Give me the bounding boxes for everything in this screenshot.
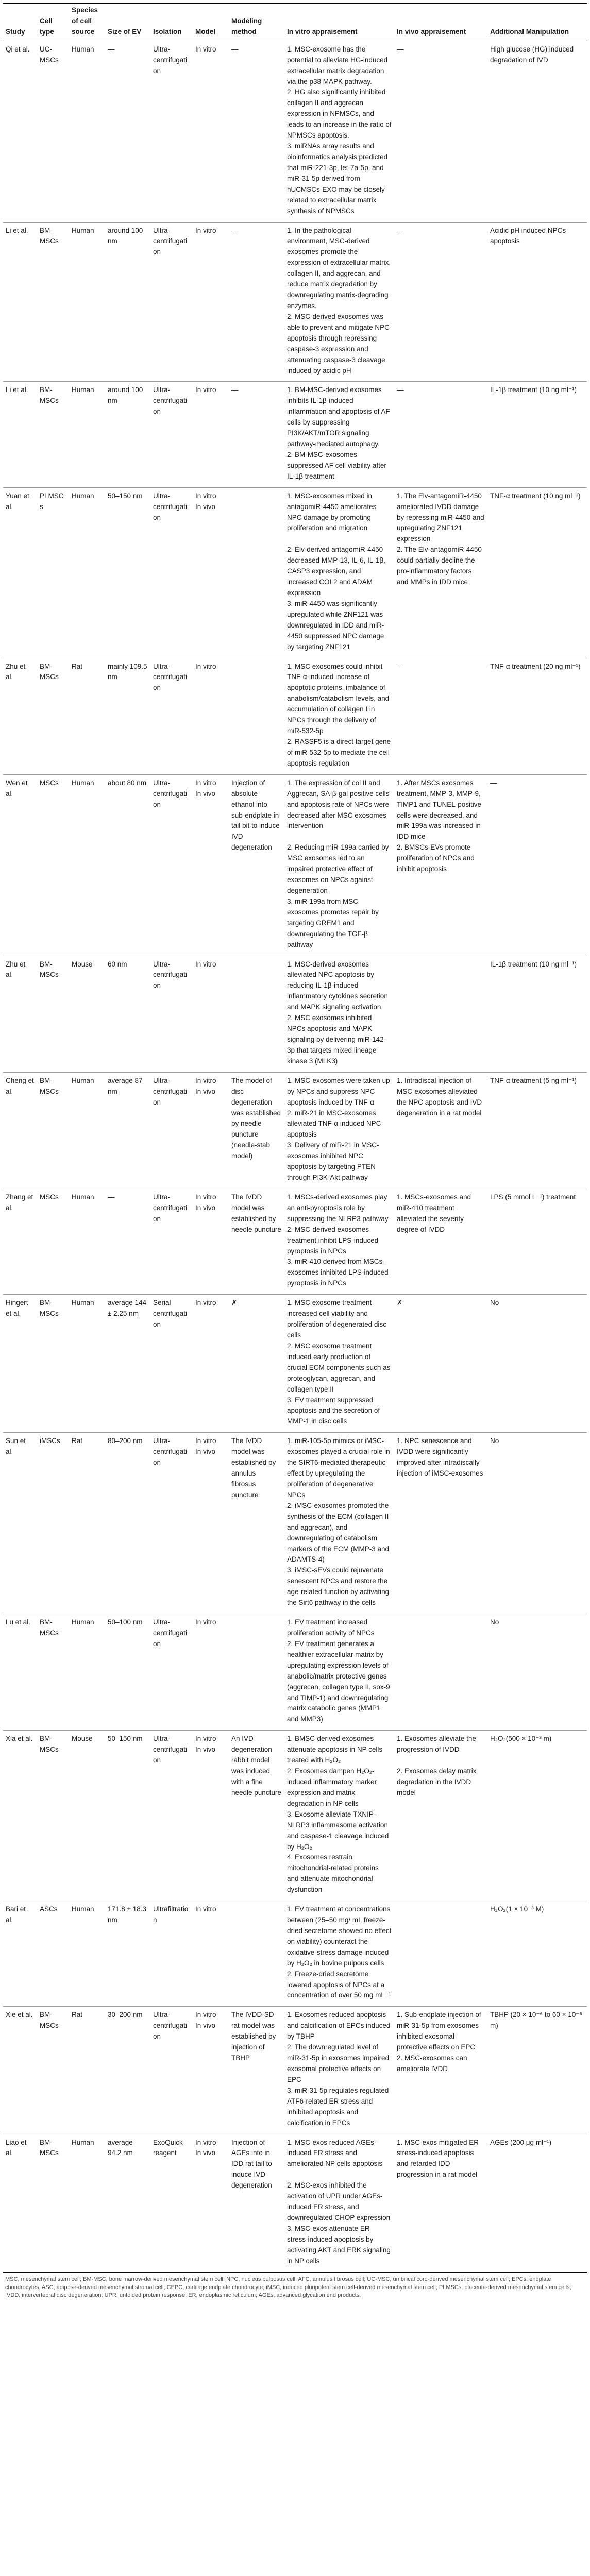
cell-in-vivo: — [394,222,487,382]
cell-in-vitro: 1. MSC-derived exosomes alleviated NPC apoptosis by reducing IL-1β-induced inflammatory cytokines secretion and MAPK signaling activation 2. MSC exosomes inhibited NPCs apoptosis and MAPK signaling by delivering miR-142-3p that targets mixed lineage kinase 3 (MLK3) [284,956,394,1072]
cell-species: Rat [69,2007,105,2134]
cell-modeling-method: ✗ [229,1295,284,1433]
cell-in-vivo: 1. Exosomes alleviate the progression of IVDD 2. Exosomes delay matrix degradation in the IVDD model [394,1731,487,1901]
cell-type: BM-MSCs [37,2007,69,2134]
cell-type: BM-MSCs [37,1072,69,1189]
cell-isolation: ExoQuick reagent [150,2134,193,2272]
cell-modeling-method: The IVDD-SD rat model was established by injection of TBHP [229,2007,284,2134]
cell-ev-size: 30–200 nm [105,2007,150,2134]
cell-in-vitro: 1. MSC-exosomes mixed in antagomiR-4450 ameliorates NPC damage by promoting proliferation and migration 2. Elv-derived antagomiR-4450 decreased MMP-13, IL-6, IL-1β, CASP3 expression, and increased COL2 and ADAM expression 3. miR-4450 was significantly upregulated while ZNF121 was downregulated in IDD and miR-4450 suppressed NPC damage by targeting ZNF121 [284,487,394,658]
cell-type: iMSCs [37,1433,69,1614]
cell-type: ASCs [37,1901,69,2007]
cell-in-vivo: — [394,382,487,487]
cell-model: In vitro In vivo [193,2134,229,2272]
cell-in-vivo: 1. After MSCs exosomes treatment, MMP-3, MMP-9, TIMP1 and TUNEL-positive cells were decreased, and miR-199a was increased in IDD mice 2. BMSCs-EVs promote proliferation of NPCs and inhibit apoptosis [394,774,487,956]
header-modeling-method: Modeling method [229,4,284,41]
cell-study: Lu et al. [3,1614,37,1731]
cell-study: Cheng et al. [3,1072,37,1189]
cell-modeling-method: — [229,382,284,487]
cell-species: Human [69,1072,105,1189]
cell-model: In vitro [193,222,229,382]
cell-in-vitro: 1. MSC exosomes could inhibit TNF-α-induced increase of apoptotic proteins, imbalance of anabolism/catabolism levels, and accumulation of collagen I in NPCs through the delivery of miR-532-5p 2. RASSF5 is a direct target gene of miR-532-5p to mediate the cell apoptosis regulation [284,658,394,774]
cell-in-vivo: 1. Sub-endplate injection of miR-31-5p from exosomes inhibited exosomal protective effects on EPC 2. MSC-exosomes can ameliorate IVDD [394,2007,487,2134]
cell-type: PLMSCs [37,487,69,658]
cell-type: BM-MSCs [37,1731,69,1901]
cell-in-vitro: 1. Exosomes reduced apoptosis and calcification of EPCs induced by TBHP 2. The downregulated level of miR-31-5p in exosomes impaired exosomal protective effects on EPC 3. miR-31-5p regulates regulated ATF6-related ER stress and inhibited apoptosis and calcification in EPCs [284,2007,394,2134]
cell-isolation: Ultra-centrifugation [150,1614,193,1731]
cell-in-vitro: 1. EV treatment increased proliferation activity of NPCs 2. EV treatment generates a healthier extracellular matrix by upregulating expression levels of anabolic/matrix protective genes (aggrecan, collagen type II, sox-9 and TIMP-1) and downregulating matrix catabolic genes (MMP1 and MMP3) [284,1614,394,1731]
cell-species: Human [69,774,105,956]
cell-modeling-method [229,1614,284,1731]
cell-species: Human [69,2134,105,2272]
cell-model: In vitro [193,41,229,222]
cell-additional: TNF-α treatment (20 ng ml⁻¹) [487,658,587,774]
cell-type: MSCs [37,1189,69,1294]
cell-modeling-method: An IVD degeneration rabbit model was induced with a fine needle puncture [229,1731,284,1901]
cell-in-vitro: 1. The expression of col II and Aggrecan, SA-β-gal positive cells and apoptosis rate of NPCs were decreased after MSC exosomes intervention 2. Reducing miR-199a carried by MSC exosomes led to an impaired protective effect of exosomes on NPCs against degeneration 3. miR-199a from MSC exosomes promotes repair by targeting GREM1 and downregulating the TGF-β pathway [284,774,394,956]
cell-model: In vitro In vivo [193,2007,229,2134]
cell-in-vivo [394,956,487,1072]
cell-ev-size: — [105,1189,150,1294]
cell-type: BM-MSCs [37,1614,69,1731]
cell-additional: AGEs (200 μg ml⁻¹) [487,2134,587,2272]
cell-additional: No [487,1295,587,1433]
studies-table [3,3,587,2273]
table-row [3,658,587,774]
cell-isolation: Ultra-centrifugation [150,222,193,382]
cell-model: In vitro In vivo [193,1433,229,1614]
cell-species: Human [69,222,105,382]
header-in-vitro: In vitro appraisement [284,4,394,41]
cell-type: MSCs [37,774,69,956]
table-row [3,956,587,1072]
cell-type: BM-MSCs [37,658,69,774]
cell-modeling-method [229,1901,284,2007]
cell-species: Mouse [69,956,105,1072]
cell-isolation: Ultrafiltration [150,1901,193,2007]
cell-isolation: Ultra-centrifugation [150,774,193,956]
cell-study: Zhu et al. [3,658,37,774]
header-ev-size: Size of EV [105,4,150,41]
cell-modeling-method: — [229,41,284,222]
cell-additional: TBHP (20 × 10⁻⁶ to 60 × 10⁻⁶ m) [487,2007,587,2134]
cell-ev-size: 60 nm [105,956,150,1072]
cell-study: Li et al. [3,222,37,382]
header-isolation: Isolation [150,4,193,41]
cell-in-vivo: 1. The Elv-antagomiR-4450 ameliorated IVDD damage by repressing miR-4450 and upregulating ZNF121 expression 2. The Elv-antagomiR-4450 could partially decline the pro-inflammatory factors and MMPs in IDD mice [394,487,487,658]
cell-isolation: Ultra-centrifugation [150,2007,193,2134]
cell-species: Rat [69,1433,105,1614]
cell-model: In vitro In vivo [193,1731,229,1901]
table-row [3,2007,587,2134]
cell-study: Sun et al. [3,1433,37,1614]
cell-type: BM-MSCs [37,382,69,487]
header-additional: Additional Manipulation [487,4,587,41]
cell-species: Human [69,382,105,487]
cell-study: Qi et al. [3,41,37,222]
cell-study: Xia et al. [3,1731,37,1901]
table-body [3,41,587,2272]
cell-additional: No [487,1433,587,1614]
cell-in-vitro: 1. MSC-exosomes were taken up by NPCs and suppress NPC apoptosis induced by TNF-α 2. miR-21 in MSC-exosomes alleviated TNF-α induced NPC apoptosis 3. Delivery of miR-21 in MSC-exosomes inhibited NPC apoptosis by targeting PTEN through PI3K-Akt pathway [284,1072,394,1189]
cell-in-vivo [394,1614,487,1731]
cell-in-vitro: 1. MSCs-derived exosomes play an anti-pyroptosis role by suppressing the NLRP3 pathway 2. MSC-derived exosomes treatment inhibit LPS-induced pyroptosis in NPCs 3. miR-410 derived from MSCs-exosomes inhibited LPS-induced pyroptosis in NPCs [284,1189,394,1294]
cell-ev-size: average 94.2 nm [105,2134,150,2272]
cell-isolation: Ultra-centrifugation [150,382,193,487]
cell-isolation: Ultra-centrifugation [150,1189,193,1294]
cell-type: BM-MSCs [37,956,69,1072]
cell-ev-size: 50–150 nm [105,1731,150,1901]
header-model: Model [193,4,229,41]
table-row [3,1433,587,1614]
cell-additional: No [487,1614,587,1731]
cell-in-vitro: 1. MSC-exosome has the potential to alleviate HG-induced extracellular matrix degradation via the p38 MAPK pathway. 2. HG also significantly inhibited collagen II and aggrecan expression in NPMSCs, and leads to an increase in the ratio of NPMSCs apoptosis. 3. miRNAs array results and bioinformatics analysis predicted that miR-221-3p, let-7a-5p, and miR-31-5p derived from hUCMSCs-EXO may be closely related to extracellular matrix synthesis of NPMSCs [284,41,394,222]
cell-model: In vitro In vivo [193,774,229,956]
cell-ev-size: around 100 nm [105,222,150,382]
cell-ev-size: average 87 nm [105,1072,150,1189]
cell-study: Zhang et al. [3,1189,37,1294]
table-row [3,487,587,658]
cell-in-vivo: 1. MSC-exos mitigated ER stress-induced apoptosis and retarded IDD progression in a rat model [394,2134,487,2272]
cell-isolation: Ultra-centrifugation [150,1433,193,1614]
cell-study: Hingert et al. [3,1295,37,1433]
cell-modeling-method: The model of disc degeneration was established by needle puncture (needle-stab model) [229,1072,284,1189]
cell-in-vitro: 1. BM-MSC-derived exosomes inhibits IL-1β-induced inflammation and apoptosis of AF cells by suppressing PI3K/AKT/mTOR signaling pathway-mediated autophagy. 2. BM-MSC-exosomes suppressed AF cell viability after IL-1β treatment [284,382,394,487]
header-cell-type: Cell type [37,4,69,41]
cell-study: Yuan et al. [3,487,37,658]
table-row [3,1901,587,2007]
cell-in-vivo: — [394,658,487,774]
cell-study: Xie et al. [3,2007,37,2134]
cell-species: Mouse [69,1731,105,1901]
header-species: Species of cell source [69,4,105,41]
table-header [3,4,587,41]
cell-species: Human [69,1901,105,2007]
cell-species: Rat [69,658,105,774]
table-row [3,2134,587,2272]
cell-modeling-method: Injection of AGEs into in IDD rat tail to induce IVD degeneration [229,2134,284,2272]
cell-additional: — [487,774,587,956]
cell-isolation: Ultra-centrifugation [150,956,193,1072]
table-row [3,1731,587,1901]
table-row [3,1072,587,1189]
cell-isolation: Ultra-centrifugation [150,1072,193,1189]
table-row [3,41,587,222]
cell-isolation: Serial centrifugation [150,1295,193,1433]
cell-ev-size: 50–100 nm [105,1614,150,1731]
cell-species: Human [69,487,105,658]
cell-additional: High glucose (HG) induced degradation of IVD [487,41,587,222]
cell-model: In vitro [193,1295,229,1433]
cell-ev-size: — [105,41,150,222]
cell-in-vitro: 1. EV treatment at concentrations between (25–50 mg/ mL freeze-dried secretome showed no effect on viability) counteract the oxidative-stress damage induced by H₂O₂ in bovine pulpous cells 2. Freeze-dried secretome lowered apoptosis of NPCs at a concentration of over 50 mg mL⁻¹ [284,1901,394,2007]
cell-additional: IL-1β treatment (10 ng ml⁻¹) [487,956,587,1072]
table-row [3,1614,587,1731]
cell-ev-size: mainly 109.5 nm [105,658,150,774]
cell-additional: IL-1β treatment (10 ng ml⁻¹) [487,382,587,487]
cell-ev-size: about 80 nm [105,774,150,956]
header-in-vivo: In vivo appraisement [394,4,487,41]
cell-species: Human [69,1295,105,1433]
cell-in-vitro: 1. BMSC-derived exosomes attenuate apoptosis in NP cells treated with H₂O₂ 2. Exosomes dampen H₂O₂-induced inflammatory marker expression and matrix degradation in NP cells 3. Exosome alleviate TXNIP-NLRP3 inflammasome activation and caspase-1 cleavage induced by H₂O₂ 4. Exosomes restrain mitochondrial-related proteins and attenuate mitochondrial dysfunction [284,1731,394,1901]
cell-modeling-method: The IVDD model was established by needle puncture [229,1189,284,1294]
cell-modeling-method [229,956,284,1072]
cell-isolation: Ultra-centrifugation [150,658,193,774]
cell-in-vivo: 1. NPC senescence and IVDD were significantly improved after intradiscally injection of iMSC-exosomes [394,1433,487,1614]
cell-model: In vitro In vivo [193,1189,229,1294]
cell-additional: TNF-α treatment (5 ng ml⁻¹) [487,1072,587,1189]
cell-in-vivo: 1. MSCs-exosomes and miR-410 treatment alleviated the severity degree of IVDD [394,1189,487,1294]
cell-study: Liao et al. [3,2134,37,2272]
cell-modeling-method [229,487,284,658]
header-row [3,4,587,41]
cell-species: Human [69,41,105,222]
cell-ev-size: 80–200 nm [105,1433,150,1614]
cell-in-vitro: 1. In the pathological environment, MSC-derived exosomes promote the expression of extracellular matrix, collagen II, and aggrecan, and reduce matrix degradation by downregulating matrix-degrading enzymes. 2. MSC-derived exosomes was able to prevent and mitigate NPC apoptosis through repressing caspase-3 expression and attenuating caspase-3 cleavage induced by acidic pH [284,222,394,382]
table-row [3,1295,587,1433]
cell-additional: H₂O₂(1 × 10⁻³ M) [487,1901,587,2007]
cell-model: In vitro In vivo [193,1072,229,1189]
cell-study: Li et al. [3,382,37,487]
cell-ev-size: 50–150 nm [105,487,150,658]
cell-modeling-method: — [229,222,284,382]
cell-in-vitro: 1. miR-105-5p mimics or iMSC-exosomes played a crucial role in the SIRT6-mediated therapeutic effect by upregulating the proliferation of degenerative NPCs 2. iMSC-exosomes promoted the synthesis of the ECM (collagen II and aggrecan), and downregulating of catabolism markers of the ECM (MMP-3 and ADAMTS-4) 3. iMSC-sEVs could rejuvenate senescent NPCs and restore the age-related function by activating the Sirt6 pathway in the cells [284,1433,394,1614]
table-footnote: MSC, mesenchymal stem cell; BM-MSC, bone marrow-derived mesenchymal stem cell; NPC, nucleus pulposus cell; AFC, annulus fibrosus cell; UC-MSC, umbilical cord-derived mesenchymal stem cell; EPCs, endplate chondrocytes; ASC, adipose-derived mesenchymal stromal cell; CEPC, cartilage endplate chondrocyte; iMSC, induced pluripotent stem cell-derived mesenchymal stem cell; PLMSCs, placenta-derived mesenchymal stem cells; IVDD, intervertebral disc degeneration; UPR, unfolded protein response; ER, endoplasmic reticulum; AGEs, advanced glycation end products. [5,2276,571,2299]
cell-in-vivo: — [394,41,487,222]
cell-model: In vitro [193,382,229,487]
cell-modeling-method: Injection of absolute ethanol into sub-endplate in tail bit to induce IVD degeneration [229,774,284,956]
cell-ev-size: around 100 nm [105,382,150,487]
cell-additional: H₂O₂(500 × 10⁻³ m) [487,1731,587,1901]
cell-study: Wen et al. [3,774,37,956]
table-row [3,222,587,382]
cell-study: Bari et al. [3,1901,37,2007]
table-row [3,1189,587,1294]
cell-in-vitro: 1. MSC exosome treatment increased cell viability and proliferation of degenerated disc cells 2. MSC exosome treatment induced early production of crucial ECM components such as proteoglycan, aggrecan, and collagen type II 3. EV treatment suppressed apoptosis and the secretion of MMP-1 in disc cells [284,1295,394,1433]
cell-modeling-method [229,658,284,774]
cell-modeling-method: The IVDD model was established by annulus fibrosus puncture [229,1433,284,1614]
cell-ev-size: average 144 ± 2.25 nm [105,1295,150,1433]
cell-in-vivo [394,1901,487,2007]
cell-species: Human [69,1189,105,1294]
cell-in-vivo: 1. Intradiscal injection of MSC-exosomes alleviated the NPC apoptosis and IVD degeneration in a rat model [394,1072,487,1189]
cell-additional: LPS (5 mmol L⁻¹) treatment [487,1189,587,1294]
cell-model: In vitro [193,1901,229,2007]
header-study: Study [3,4,37,41]
cell-additional: TNF-α treatment (10 ng ml⁻¹) [487,487,587,658]
cell-type: BM-MSCs [37,222,69,382]
cell-study: Zhu et al. [3,956,37,1072]
cell-in-vitro: 1. MSC-exos reduced AGEs-induced ER stress and ameliorated NP cells apoptosis 2. MSC-exos inhibited the activation of UPR under AGEs-induced ER stress, and downregulated CHOP expression 3. MSC-exos attenuate ER stress-induced apoptosis by activating AKT and ERK signaling in NP cells [284,2134,394,2272]
cell-additional: Acidic pH induced NPCs apoptosis [487,222,587,382]
table-row [3,382,587,487]
cell-isolation: Ultra-centrifugation [150,41,193,222]
cell-species: Human [69,1614,105,1731]
cell-ev-size: 171.8 ± 18.3 nm [105,1901,150,2007]
cell-isolation: Ultra-centrifugation [150,1731,193,1901]
cell-type: BM-MSCs [37,2134,69,2272]
cell-type: BM-MSCs [37,1295,69,1433]
cell-in-vivo: ✗ [394,1295,487,1433]
cell-model: In vitro [193,658,229,774]
cell-model: In vitro [193,956,229,1072]
cell-model: In vitro [193,1614,229,1731]
table-row [3,774,587,956]
cell-type: UC-MSCs [37,41,69,222]
cell-model: In vitro In vivo [193,487,229,658]
cell-isolation: Ultra-centrifugation [150,487,193,658]
